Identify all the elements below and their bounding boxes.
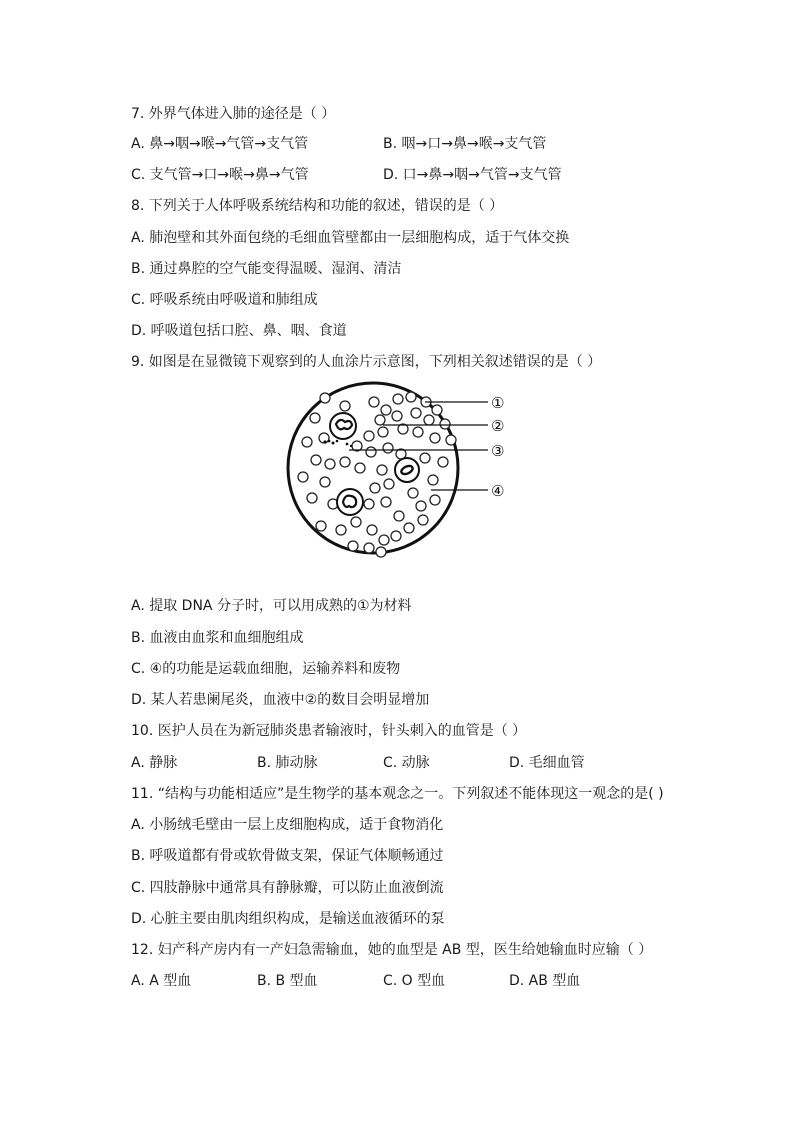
question-8-option-a[interactable]: A. 肺泡壁和其外面包绕的毛细血管壁都由一层细胞构成，适于气体交换: [131, 230, 570, 246]
question-10-option-a[interactable]: A. 静脉: [131, 755, 178, 771]
blood-smear-diagram: [285, 380, 525, 565]
question-9-option-b[interactable]: B. 血液由血浆和血细胞组成: [131, 630, 304, 646]
question-8-stem: 8. 下列关于人体呼吸系统结构和功能的叙述，错误的是（ ）: [131, 198, 504, 214]
label-1: ①: [491, 394, 505, 412]
question-9-option-d[interactable]: D. 某人若患阑尾炎，血液中②的数目会明显增加: [131, 692, 430, 708]
question-11-option-b[interactable]: B. 呼吸道都有骨或软骨做支架，保证气体顺畅通过: [131, 848, 444, 864]
question-8-option-d[interactable]: D. 呼吸道包括口腔、鼻、咽、食道: [131, 323, 347, 339]
question-12-option-a[interactable]: A. A 型血: [131, 973, 192, 989]
question-10-stem: 10. 医护人员在为新冠肺炎患者输液时，针头刺入的血管是（ ）: [131, 723, 527, 739]
question-11-option-c[interactable]: C. 四肢静脉中通常具有静脉瓣，可以防止血液倒流: [131, 880, 444, 896]
question-11-option-a[interactable]: A. 小肠绒毛壁由一层上皮细胞构成，适于食物消化: [131, 817, 444, 833]
question-7-option-b[interactable]: B. 咽→口→鼻→喉→支气管: [383, 136, 547, 152]
question-10-option-c[interactable]: C. 动脉: [383, 755, 430, 771]
question-10-option-d[interactable]: D. 毛细血管: [509, 755, 585, 771]
question-12-option-d[interactable]: D. AB 型血: [509, 973, 581, 989]
question-9-option-a[interactable]: A. 提取 DNA 分子时，可以用成熟的①为材料: [131, 598, 412, 614]
question-9-option-c[interactable]: C. ④的功能是运载血细胞，运输养料和废物: [131, 661, 401, 677]
question-7-stem: 7. 外界气体进入肺的途径是（ ）: [131, 106, 336, 122]
question-8-option-c[interactable]: C. 呼吸系统由呼吸道和肺组成: [131, 292, 318, 308]
label-2: ②: [491, 417, 505, 435]
question-12-option-c[interactable]: C. O 型血: [383, 973, 446, 989]
question-7-option-a[interactable]: A. 鼻→咽→喉→气管→支气管: [131, 136, 309, 152]
label-4: ④: [491, 482, 505, 500]
question-7-option-c[interactable]: C. 支气管→口→喉→鼻→气管: [131, 167, 309, 183]
question-11-stem: 11. “结构与功能相适应”是生物学的基本观念之一。下列叙述不能体现这一观念的是( ): [131, 786, 664, 802]
question-12-option-b[interactable]: B. B 型血: [257, 973, 318, 989]
question-7-option-d[interactable]: D. 口→鼻→咽→气管→支气管: [383, 167, 562, 183]
question-11-option-d[interactable]: D. 心脏主要由肌肉组织构成，是输送血液循环的泵: [131, 911, 445, 927]
question-12-stem: 12. 妇产科产房内有一产妇急需输血，她的血型是 AB 型，医生给她输血时应输（ ）: [131, 942, 653, 958]
question-9-stem: 9. 如图是在显微镜下观察到的人血涂片示意图，下列相关叙述错误的是（ ）: [131, 354, 602, 370]
question-10-option-b[interactable]: B. 肺动脉: [257, 755, 318, 771]
label-3: ③: [491, 442, 505, 460]
question-8-option-b[interactable]: B. 通过鼻腔的空气能变得温暖、湿润、清洁: [131, 261, 402, 277]
